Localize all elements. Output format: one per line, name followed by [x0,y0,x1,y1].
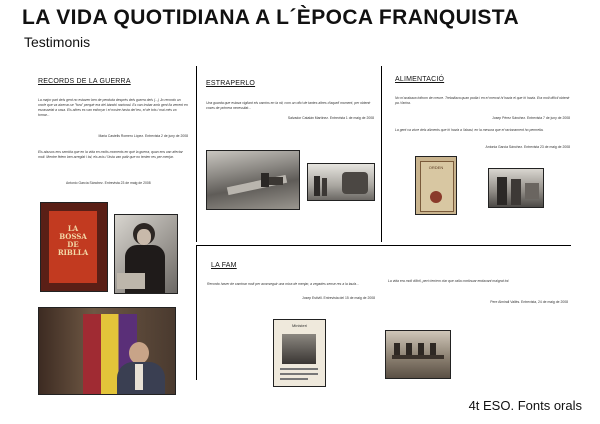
records-quote-2: Els abusos ens sembla que en la vida en molts moments en què la guerra, quan ens van afectar molt. Mentre fèiem ben arreglat i tal, els avis i l'àvia van patir que no tenien res per menjar. [38,150,183,159]
section-heading-alimentacio: ALIMENTACIÓ [395,76,445,83]
book-cover-image [40,202,108,292]
section-heading-fam: LA FAM [211,262,237,269]
street-vehicles-photo [307,163,375,201]
page-subtitle: Testimonis [24,34,91,50]
page-title: LA VIDA QUOTIDIANA A L´ÈPOCA FRANQUISTA [22,6,520,29]
alimentacio-quote-1: No m'acabava tothom de creure. Treballava quan podia i en el mercat hi havia el que hi havia. Era molt difícil obtenir pa i farina. [395,96,570,105]
book-cover-text: LA BOSSA DE RIBLLA [57,224,89,257]
divider-v-right [381,66,382,242]
mountain-road-photo [206,150,300,210]
records-source-1: Maria Castells Romero López. Entrevista 2 de juny de 2008 [98,134,188,138]
document-page-image [273,319,326,387]
women-kitchen-photo [488,168,544,208]
records-source-2: Antonio García Sánchez. Entrevista 23 de maig de 2008 [66,181,151,185]
document-title-text: Ministeri [292,323,307,328]
fam-source-1: Josep Estivill. Entrevista del 15 de maig de 2008 [302,296,375,300]
divider-h-mid [196,245,571,246]
alimentacio-source-1: Josep Pérez Sánchez. Entrevista 7 de juny de 2008 [492,116,570,120]
man-with-flag-photo [38,307,176,395]
woman-portrait-photo [114,214,178,294]
alimentacio-quote-2: La gent va viure dels aliments que hi havia a l'abast, en la mesura que el racionament ho permetia. [395,128,544,132]
school-classroom-photo [385,330,451,379]
ration-card-text: ORDEN [428,165,444,170]
section-heading-estraperlo: ESTRAPERLO [206,80,256,87]
fam-source-2: Pere Almirall Vallés. Entrevista, 24 de maig de 2008 [490,300,568,304]
records-quote-1: La major part dels gent no estaven ben de perduda després dels guerra dels (...) Jo recordo un oncle que va aixecar-se "fora" perquè era del bàndol nacional. Es van trobar amb gent lla venent en escassetat a casa. Els altres es van esforçar i el nostre havia del teu, el de tots i mai més va tornar... [38,98,188,117]
divider-v-left [196,66,197,242]
section-heading-records: RECORDS DE LA GUERRA [38,78,131,85]
fam-quote-2: La vida era molt difícil, però teníem clar que calia continuar endavant malgrat tot. [388,279,510,283]
divider-v-lower [196,245,197,380]
alimentacio-source-2: Antonia Garcia Sánchez. Entrevista 23 de maig de 2008 [485,145,570,149]
footer-label: 4t ESO. Fonts orals [468,398,582,413]
fam-quote-1: Recordo haver de caminar molt per aconseguir una mica de menjar, a vegades sense res a la taula... [207,282,359,286]
estraperlo-quote: Una guarda que estava vigilant els camins en la nit, com un ofici de tantes altres d'aquell moment, per obtenir coses de primera necessitat... [206,101,371,110]
ration-card-image [415,156,457,215]
estraperlo-source: Salvador Catalán Martínez. Entrevista 1 de maig de 2008 [287,116,374,120]
